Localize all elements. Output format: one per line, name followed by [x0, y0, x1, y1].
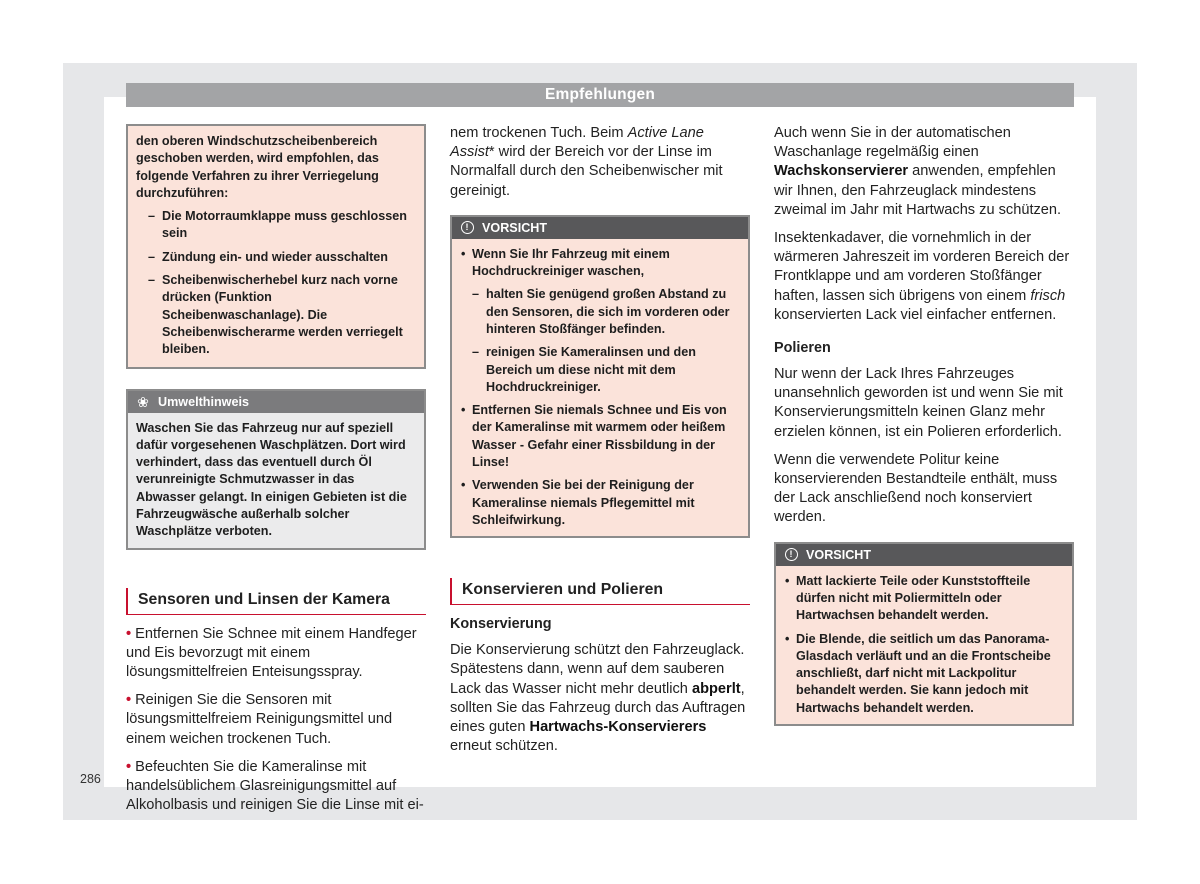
caution-item: • Verwenden Sie bei der Reinigung der Kameralinse niemals Pflegemittel mit Schleifwirkung.	[460, 477, 740, 529]
subheading-polishing: Polieren	[774, 340, 831, 357]
caution-title: VORSICHT	[482, 220, 548, 235]
environment-note-text: Waschen Sie das Fahrzeug nur auf speziell dafür vorgesehenen Waschplätzen. Dort wird verhindert, dass das eventuell durch Öl verunreinigte Schmutzwasser in das Abwasser gelangt. In einigen Gebieten ist die Fahrzeugwäsche außerhalb solcher Waschplätze verboten.	[136, 420, 407, 539]
bullet-icon: •	[126, 692, 132, 709]
warning-step: – Zündung ein- und wieder ausschalten	[136, 249, 416, 266]
paragraph: Die Konservierung schützt den Fahrzeuglack. Spätestens dann, wenn auf dem sauberen Lack das Wasser nicht mehr deutlich abperlt, sollten Sie das Fahrzeug durch das Auftragen eines guten Hartwachs-Konservierers erneut schützen.	[450, 642, 746, 755]
list-item: • Befeuchten Sie die Kameralinse mit handelsüblichem Glasreinigungsmittel auf Alkoholbasis und reinigen Sie die Linse mit ei-	[126, 758, 424, 814]
caution-header	[452, 217, 748, 239]
list-item: • Reinigen Sie die Sensoren mit lösungsmittelfreiem Reinigungsmittel und einem weichen trockenen Tuch.	[126, 692, 393, 747]
bullet-icon: •	[126, 625, 132, 642]
section-heading-sensors: Sensoren und Linsen der Kamera	[126, 588, 426, 615]
warning-box-continued	[126, 124, 426, 369]
warning-step: – Scheibenwischerhebel kurz nach vorne drücken (Funktion Scheibenwaschanlage). Die Scheibenwischerarme werden verriegelt bleiben.	[136, 272, 416, 358]
caution-subitem: – halten Sie genügend großen Abstand zu den Sensoren, die sich im vorderen oder hinteren Stoßfänger befinden.	[460, 286, 740, 338]
caution-item: • Die Blende, die seitlich um das Panorama-Glasdach verläuft und an die Frontscheibe anschließt, darf nicht mit Lackpolitur behandelt werden. Sie kann jedoch mit Hartwachs behandelt werden.	[784, 631, 1064, 717]
section-heading-conserving: Konservieren und Polieren	[450, 578, 750, 605]
paragraph: Auch wenn Sie in der automatischen Waschanlage regelmäßig einen Wachskonservierer anwenden, empfehlen wir Ihnen, den Fahrzeuglack mindestens zweimal im Jahr mit Hartwachs zu schützen.	[774, 125, 1062, 218]
caution-title: VORSICHT	[806, 547, 872, 562]
caution-subitem: – reinigen Sie Kameralinsen und den Bereich um diese nicht mit dem Hochdruckreiniger.	[460, 344, 740, 396]
environment-note-box	[126, 389, 426, 550]
paragraph: Nur wenn der Lack Ihres Fahrzeuges unansehnlich geworden ist und wenn Sie mit Konservierungsmitteln keinen Glanz mehr erzielen können, ist ein Polieren erforderlich.	[774, 366, 1063, 440]
column-3	[774, 124, 1074, 738]
page-number: 286	[80, 772, 101, 786]
column-1	[126, 124, 426, 824]
bullet-icon: •	[126, 758, 132, 775]
caution-box	[774, 542, 1074, 726]
caution-item: • Entfernen Sie niemals Schnee und Eis von der Kameralinse mit warmem oder heißem Wasser - Gefahr einer Rissbildung in der Linse!	[460, 402, 740, 471]
warning-circle-icon: !	[461, 221, 474, 234]
continued-paragraph: nem trockenen Tuch. Beim Active Lane Assist* wird der Bereich vor der Linse im Normalfall durch den Scheibenwischer mit gereinigt.	[450, 125, 723, 199]
flower-icon: ❀	[137, 393, 149, 410]
caution-item: • Wenn Sie Ihr Fahrzeug mit einem Hochdruckreiniger waschen,	[460, 246, 740, 281]
column-2	[450, 124, 750, 765]
page-title: Empfehlungen	[126, 83, 1074, 107]
caution-header	[776, 544, 1072, 566]
caution-box	[450, 215, 750, 538]
list-item: • Entfernen Sie Schnee mit einem Handfeger und Eis bevorzugt mit einem lösungsmittelfreien Enteisungsspray.	[126, 625, 417, 681]
paragraph: Insektenkadaver, die vornehmlich in der wärmeren Jahreszeit im vorderen Bereich der Frontklappe und am vorderen Stoßfänger haften, lassen sich übrigens von einem frisch konservierten Lack viel einfacher entfernen.	[774, 230, 1070, 323]
environment-note-header	[128, 391, 424, 413]
environment-note-title: Umwelthinweis	[158, 394, 249, 409]
paragraph: Wenn die verwendete Politur keine konservierenden Bestandteile enthält, muss der Lack anschließend noch konserviert werden.	[774, 451, 1058, 526]
caution-item: • Matt lackierte Teile oder Kunststoffteile dürfen nicht mit Poliermitteln oder Hartwachsen behandelt werden.	[784, 573, 1064, 625]
warning-intro: den oberen Windschutzscheibenbereich geschoben werden, wird empfohlen, das folgende Verfahren zu ihrer Verriegelung durchzuführen:	[136, 134, 379, 200]
warning-step: – Die Motorraumklappe muss geschlossen sein	[136, 208, 416, 243]
warning-circle-icon: !	[785, 548, 798, 561]
subheading-conserving: Konservierung	[450, 616, 552, 633]
